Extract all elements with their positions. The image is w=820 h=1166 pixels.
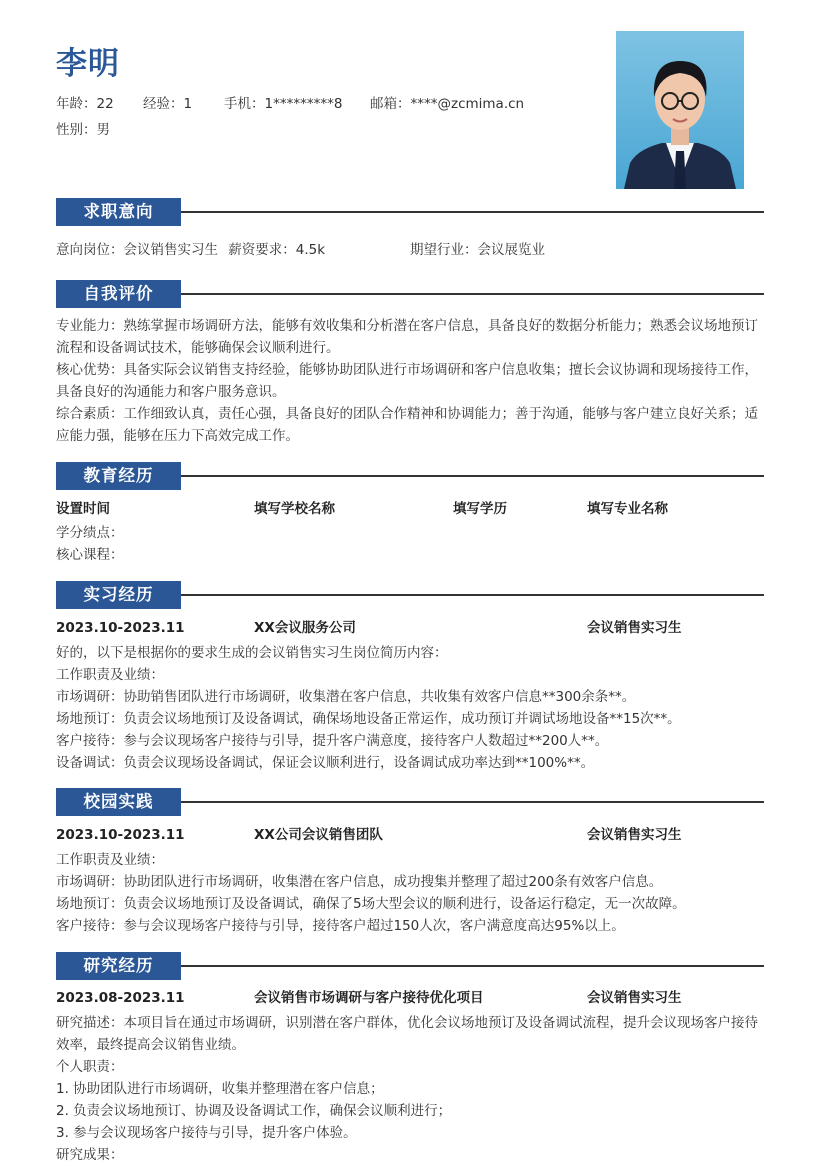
section-divider: [181, 801, 764, 803]
section-divider: [181, 965, 764, 967]
self-eval-qualities: 综合素质：工作细致认真，责任心强，具备良好的团队合作精神和协调能力；善于沟通，能够与客户建立良好关系；适应能力强，能够在压力下高效完成工作。: [56, 406, 758, 444]
section-header-internship: [56, 581, 764, 609]
list-item: 个人职责：: [56, 1059, 124, 1075]
section-divider: [181, 475, 764, 477]
internship-header-row: [56, 617, 764, 639]
experience-field: 经验：1: [143, 96, 193, 112]
research-header-row: [56, 987, 764, 1009]
campus-header-row: [56, 824, 764, 846]
list-item: 研究成果：: [56, 1147, 124, 1163]
age-field: 年龄：22: [56, 96, 114, 112]
research-role: 会议销售实习生: [587, 990, 682, 1006]
intent-industry: 期望行业：会议展览业: [410, 242, 545, 258]
section-divider: [181, 594, 764, 596]
internship-role: 会议销售实习生: [587, 620, 682, 636]
list-item: 场地预订：负责会议场地预订及设备调试，确保了5场大型会议的顺利进行，设备运行稳定，无一次故障。: [56, 896, 686, 912]
person-portrait-icon: [616, 31, 744, 189]
section-title: 教育经历: [56, 462, 181, 490]
section-title: 自我评价: [56, 280, 181, 308]
list-item: 1. 协助团队进行市场调研，收集并整理潜在客户信息；: [56, 1081, 384, 1097]
self-eval-professional: 专业能力：熟练掌握市场调研方法，能够有效收集和分析潜在客户信息，具备良好的数据分析能力；熟悉会议场地预订流程和设备调试技术，能够确保会议顺利进行。: [56, 318, 758, 356]
self-eval-advantages: 核心优势：具备实际会议销售支持经验，能够协助团队进行市场调研和客户信息收集；擅长会议协调和现场接待工作，具备良好的沟通能力和客户服务意识。: [56, 362, 758, 400]
intent-position: 意向岗位：会议销售实习生: [56, 242, 218, 258]
section-title: 校园实践: [56, 788, 181, 816]
gender-field: 性别：男: [56, 122, 110, 138]
list-item: 场地预订：负责会议场地预订及设备调试，确保场地设备正常运作，成功预订并调试场地设备**15次**。: [56, 711, 681, 727]
list-item: 工作职责及业绩：: [56, 667, 164, 683]
section-title: 研究经历: [56, 952, 181, 980]
education-school: 填写学校名称: [254, 501, 335, 517]
education-degree: 填写学历: [453, 501, 507, 517]
education-header-row: [56, 498, 764, 520]
campus-period: 2023.10-2023.11: [56, 827, 185, 843]
list-item: 市场调研：协助销售团队进行市场调研，收集潜在客户信息，共收集有效客户信息**300余条**。: [56, 689, 636, 705]
section-title: 实习经历: [56, 581, 181, 609]
internship-period: 2023.10-2023.11: [56, 620, 185, 636]
education-major: 填写专业名称: [587, 501, 668, 517]
education-gpa: 学分绩点：: [56, 525, 124, 541]
basic-info-row: [56, 93, 524, 115]
section-header-intent: [56, 198, 764, 226]
section-divider: [181, 211, 764, 213]
profile-photo: [616, 31, 744, 189]
email-field: 邮箱：****@zcmima.cn: [370, 96, 525, 112]
research-project: 会议销售市场调研与客户接待优化项目: [254, 990, 484, 1006]
section-header-research: [56, 952, 764, 980]
research-description: 研究描述：本项目旨在通过市场调研，识别潜在客户群体，优化会议场地预订及设备调试流程，提升会议现场客户接待效率，最终提高会议销售业绩。: [56, 1015, 758, 1053]
list-item: 工作职责及业绩：: [56, 852, 164, 868]
list-item: 2. 负责会议场地预订、协调及设备调试工作，确保会议顺利进行；: [56, 1103, 452, 1119]
candidate-name: 李明: [56, 46, 120, 82]
research-period: 2023.08-2023.11: [56, 990, 185, 1006]
intent-row: [56, 239, 766, 261]
section-header-self-eval: [56, 280, 764, 308]
phone-field: 手机：1*********8: [224, 96, 343, 112]
campus-role: 会议销售实习生: [587, 827, 682, 843]
list-item: 市场调研：协助团队进行市场调研，收集潜在客户信息，成功搜集并整理了超过200条有效客户信息。: [56, 874, 663, 890]
section-divider: [181, 293, 764, 295]
campus-org: XX公司会议销售团队: [254, 827, 383, 843]
list-item: 设备调试：负责会议现场设备调试，保证会议顺利进行，设备调试成功率达到**100%**。: [56, 755, 595, 771]
gender-row: [56, 119, 110, 141]
education-time: 设置时间: [56, 501, 110, 517]
list-item: 好的，以下是根据你的要求生成的会议销售实习生岗位简历内容：: [56, 645, 448, 661]
education-courses: 核心课程：: [56, 547, 124, 563]
section-title: 求职意向: [56, 198, 181, 226]
internship-company: XX会议服务公司: [254, 620, 356, 636]
list-item: 客户接待：参与会议现场客户接待与引导，接待客户超过150人次，客户满意度高达95%以上。: [56, 918, 625, 934]
section-header-campus: [56, 788, 764, 816]
section-header-education: [56, 462, 764, 490]
list-item: 3. 参与会议现场客户接待与引导，提升客户体验。: [56, 1125, 357, 1141]
list-item: 客户接待：参与会议现场客户接待与引导，提升客户满意度，接待客户人数超过**200人**。: [56, 733, 609, 749]
intent-salary: 薪资要求：4.5k: [228, 242, 326, 258]
